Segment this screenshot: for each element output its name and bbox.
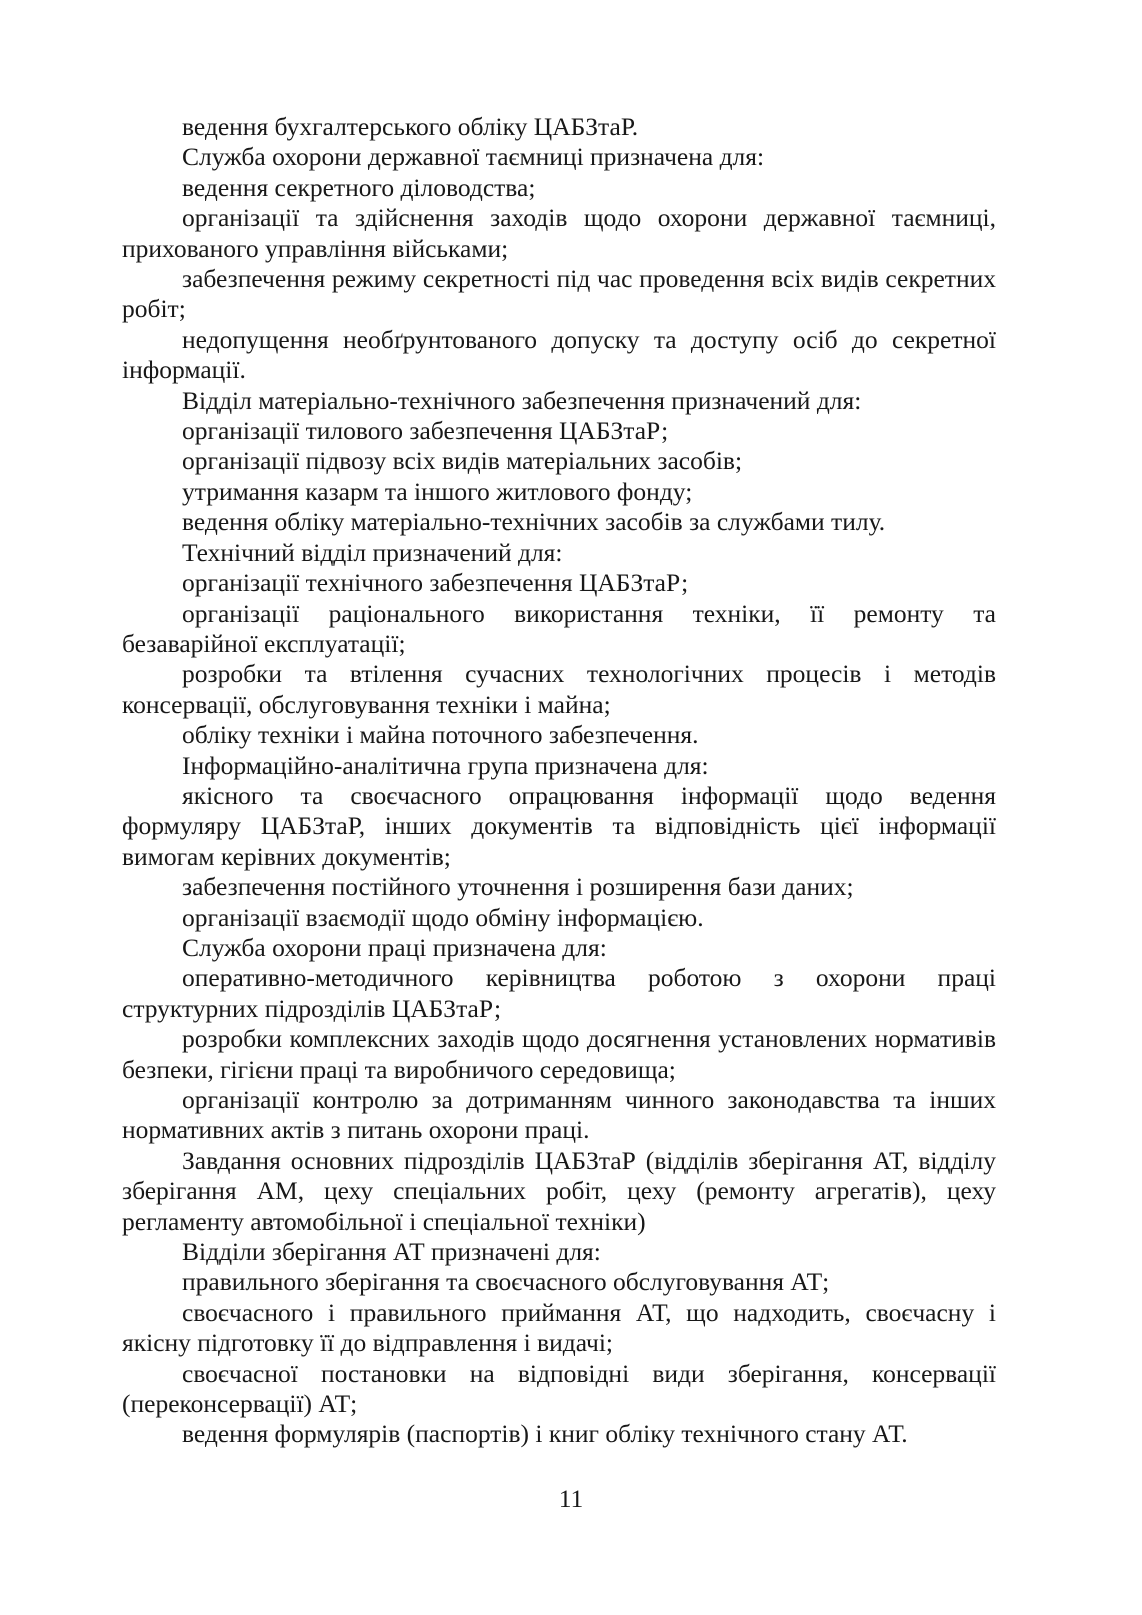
paragraph: правильного зберігання та своєчасного обслуговування АТ; [182,1267,830,1297]
paragraph: розробки комплексних заходів щодо досягнення установлених нормативів безпеки, гігієни праці та виробничого середовища; [122,1024,996,1084]
paragraph: недопущення необґрунтованого допуску та доступу осіб до секретної інформації. [122,324,996,385]
paragraph: забезпечення постійного уточнення і розширення бази даних; [182,872,854,902]
paragraph: обліку техніки і майна поточного забезпечення. [182,720,699,750]
paragraph: своєчасного і правильного приймання АТ, що надходить, своєчасну і якісну підготовку її до відправлення і видачі; [122,1297,996,1358]
paragraph: Служба охорони праці призначена для: [182,932,607,962]
document-body [122,112,996,1450]
paragraph: ведення секретного діловодства; [182,172,536,202]
paragraph: якісного та своєчасного опрацювання інформації щодо ведення формуляру ЦАБЗтаР, інших документів та відповідність цієї інформації вимогам керівних документів; [122,780,996,871]
paragraph: забезпечення режиму секретності під час проведення всіх видів секретних робіт; [122,264,996,324]
paragraph: ведення бухгалтерського обліку ЦАБЗтаР. [182,112,639,141]
paragraph: ведення формулярів (паспортів) і книг обліку технічного стану АТ. [182,1419,908,1449]
paragraph: своєчасної постановки на відповідні види зберігання, консервації (переконсервації) АТ; [122,1358,996,1419]
paragraph: Завдання основних підрозділів ЦАБЗтаР (відділів зберігання АТ, відділу зберігання АМ, цеху спеціальних робіт, цеху (ремонту агрегатів), цеху регламенту автомобільної і спеціальної техніки) [122,1145,996,1236]
paragraph: розробки та втілення сучасних технологічних процесів і методів консервації, обслуговування техніки і майна; [122,659,996,719]
paragraph: Служба охорони державної таємниці призначена для: [182,142,765,172]
paragraph: організації контролю за дотриманням чинного законодавства та інших нормативних актів з питань охорони праці. [122,1085,996,1145]
paragraph: організації та здійснення заходів щодо охорони державної таємниці, прихованого управління військами; [122,203,996,263]
page-number: 11 [558,1484,584,1513]
paragraph: Відділ матеріально-технічного забезпечення призначений для: [182,385,862,415]
paragraph: Технічний відділ призначений для: [182,537,563,567]
paragraph: організації тилового забезпечення ЦАБЗтаР; [182,416,669,446]
paragraph: організації раціонального використання техніки, її ремонту та безаварійної експлуатації; [122,598,996,658]
paragraph: Відділи зберігання АТ призначені для: [182,1237,601,1267]
paragraph: Інформаційно-аналітична група призначена для: [182,750,709,780]
paragraph: ведення обліку матеріально-технічних засобів за службами тилу. [182,507,886,537]
paragraph: оперативно-методичного керівництва роботою з охорони праці структурних підрозділів ЦАБЗтаР; [122,963,996,1023]
paragraph: організації технічного забезпечення ЦАБЗтаР; [182,568,689,598]
paragraph: організації взаємодії щодо обміну інформацією. [182,902,704,932]
paragraph: утримання казарм та іншого житлового фонду; [182,476,693,506]
paragraph: організації підвозу всіх видів матеріальних засобів; [182,446,743,476]
